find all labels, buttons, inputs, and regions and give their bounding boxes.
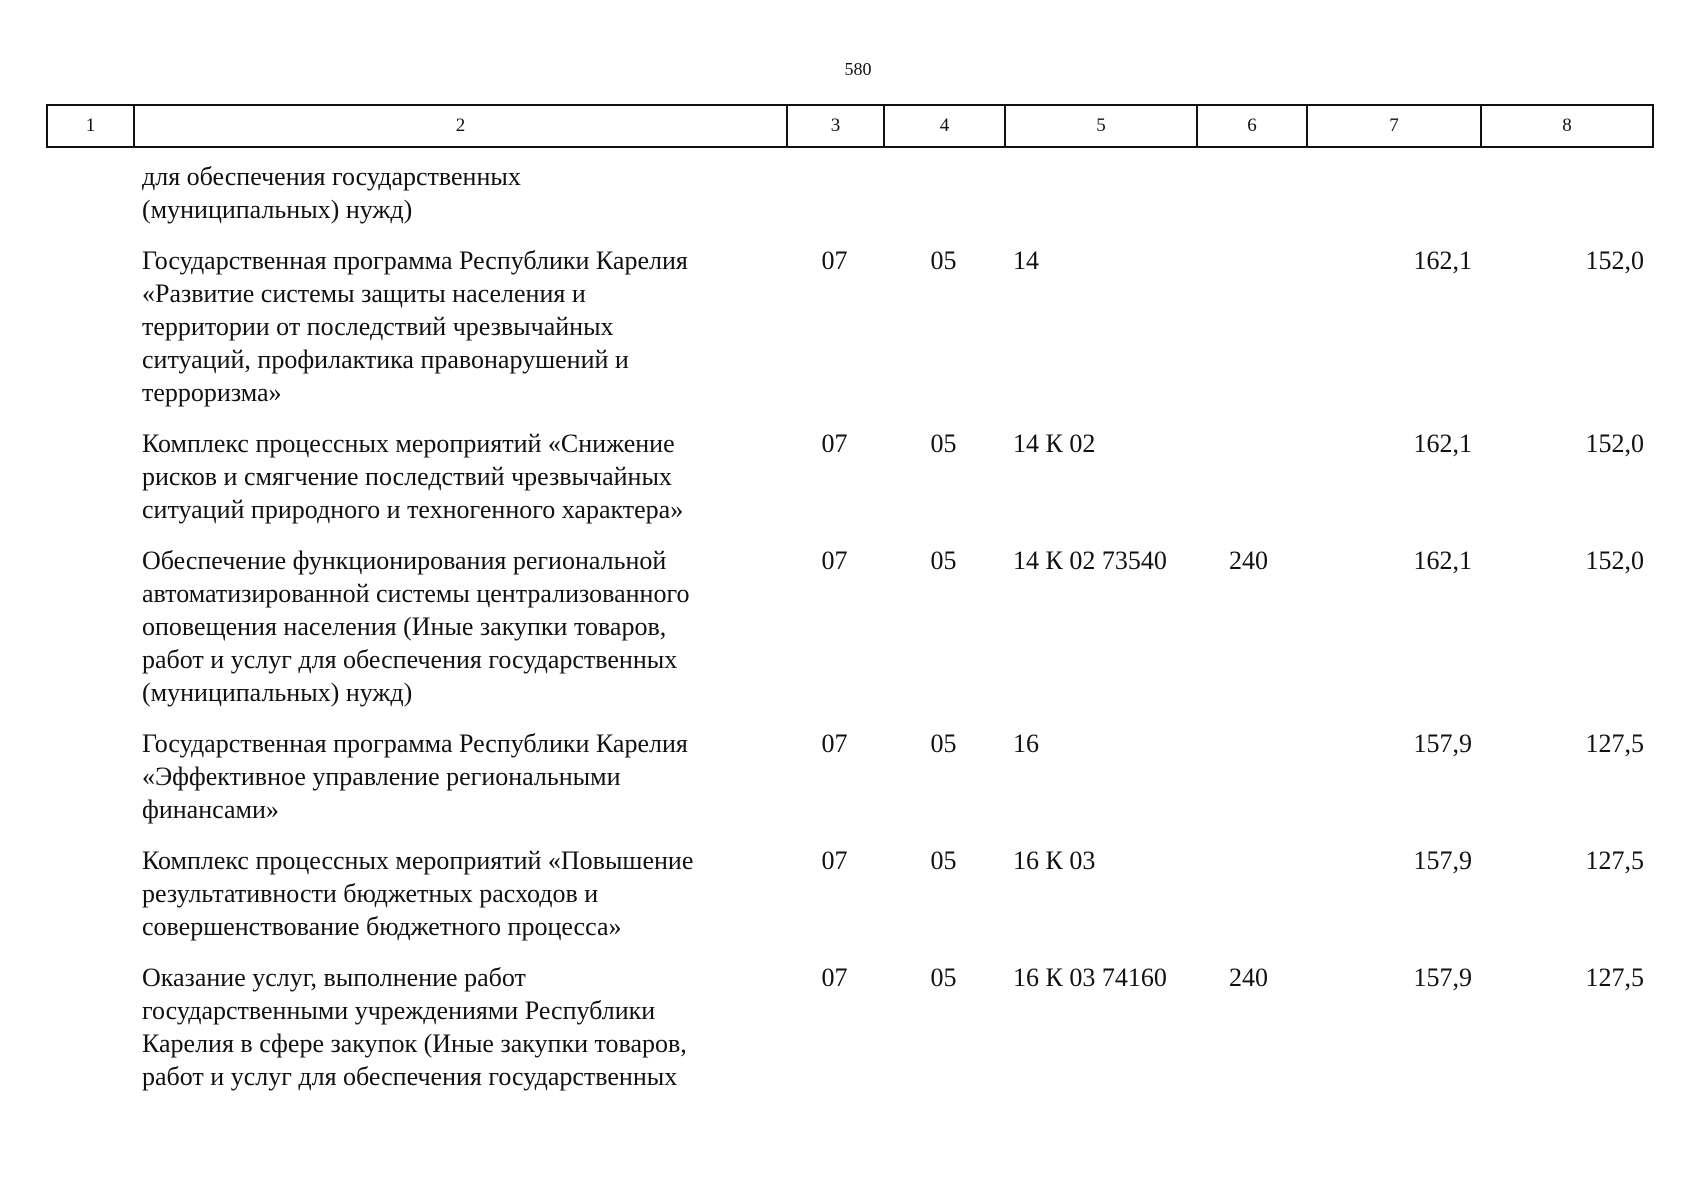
row-description: для обеспечения государственных (муниципальных) нужд) (142, 162, 521, 224)
header-col-4: 4 (884, 105, 1005, 147)
row-subsection: 05 (930, 963, 957, 992)
row-subsection: 05 (930, 846, 957, 875)
row-amount-col7 (1306, 160, 1480, 226)
header-col-6: 6 (1197, 105, 1307, 147)
row-subsection: 05 (930, 246, 957, 275)
row-description: Комплекс процессных мероприятий «Снижение рисков и смягчение последствий чрезвычайных ситуаций природного и техногенного характера» (142, 429, 684, 524)
row-amount-col8: 152,0 (1585, 246, 1644, 275)
row-subsection (883, 160, 1004, 226)
row-amount-col7: 162,1 (1413, 546, 1472, 575)
header-col-5: 5 (1005, 105, 1197, 147)
row-amount-col8: 152,0 (1585, 429, 1644, 458)
row-description: Обеспечение функционирования региональной автоматизированной системы централизованного оповещения населения (Иные закупки товаров, работ и услуг для обеспечения государственных (муниципальных) нужд) (142, 546, 690, 707)
row-subsection: 05 (930, 429, 957, 458)
row-section: 07 (821, 246, 848, 275)
header-col-1: 1 (47, 105, 134, 147)
row-target-article (1004, 160, 1196, 226)
header-col-8: 8 (1481, 105, 1653, 147)
row-amount-col8 (1480, 160, 1652, 226)
header-col-7: 7 (1307, 105, 1481, 147)
row-subsection: 05 (930, 546, 957, 575)
column-number-header (46, 104, 1654, 148)
row-expense-type: 240 (1229, 963, 1268, 992)
table-row (46, 160, 1652, 226)
row-expense-type (1196, 427, 1306, 526)
row-amount-col8: 127,5 (1585, 963, 1644, 992)
row-description: Оказание услуг, выполнение работ государственными учреждениями Республики Карелия в сфере закупок (Иные закупки товаров, работ и услуг для обеспечения государственных (142, 963, 687, 1091)
table-row (46, 727, 1652, 826)
row-amount-col8: 152,0 (1585, 546, 1644, 575)
row-section: 07 (821, 846, 848, 875)
row-section (786, 160, 883, 226)
table-row (46, 961, 1652, 1093)
row-amount-col8: 127,5 (1585, 846, 1644, 875)
row-target-article: 14 К 02 73540 (1013, 546, 1167, 575)
row-expense-type (1196, 727, 1306, 826)
page-number: 580 (844, 59, 872, 79)
row-target-article: 16 К 03 (1013, 846, 1096, 875)
row-description: Комплекс процессных мероприятий «Повышение результативности бюджетных расходов и совершенствование бюджетного процесса» (142, 846, 694, 941)
row-amount-col8: 127,5 (1585, 729, 1644, 758)
row-section: 07 (821, 546, 848, 575)
row-target-article: 14 (1013, 246, 1039, 275)
row-expense-type (1196, 244, 1306, 409)
row-target-article: 16 (1013, 729, 1039, 758)
row-amount-col7: 157,9 (1413, 963, 1472, 992)
row-section: 07 (821, 429, 848, 458)
row-amount-col7: 157,9 (1413, 846, 1472, 875)
table-row (46, 844, 1652, 943)
row-target-article: 14 К 02 (1013, 429, 1096, 458)
row-description: Государственная программа Республики Карелия «Развитие системы защиты населения и территории от последствий чрезвычайных ситуаций, профилактика правонарушений и терроризма» (142, 246, 688, 407)
row-expense-type: 240 (1229, 546, 1268, 575)
table-row (46, 427, 1652, 526)
row-amount-col7: 162,1 (1413, 246, 1472, 275)
row-section: 07 (821, 963, 848, 992)
table-row (46, 244, 1652, 409)
row-target-article: 16 К 03 74160 (1013, 963, 1167, 992)
row-amount-col7: 157,9 (1413, 729, 1472, 758)
row-subsection: 05 (930, 729, 957, 758)
header-col-2: 2 (134, 105, 787, 147)
row-description: Государственная программа Республики Карелия «Эффективное управление региональными финансами» (142, 729, 688, 824)
row-expense-type (1196, 844, 1306, 943)
table-row (46, 544, 1652, 709)
row-expense-type (1196, 160, 1306, 226)
header-col-3: 3 (787, 105, 884, 147)
budget-table-body (46, 160, 1652, 1111)
row-section: 07 (821, 729, 848, 758)
row-amount-col7: 162,1 (1413, 429, 1472, 458)
